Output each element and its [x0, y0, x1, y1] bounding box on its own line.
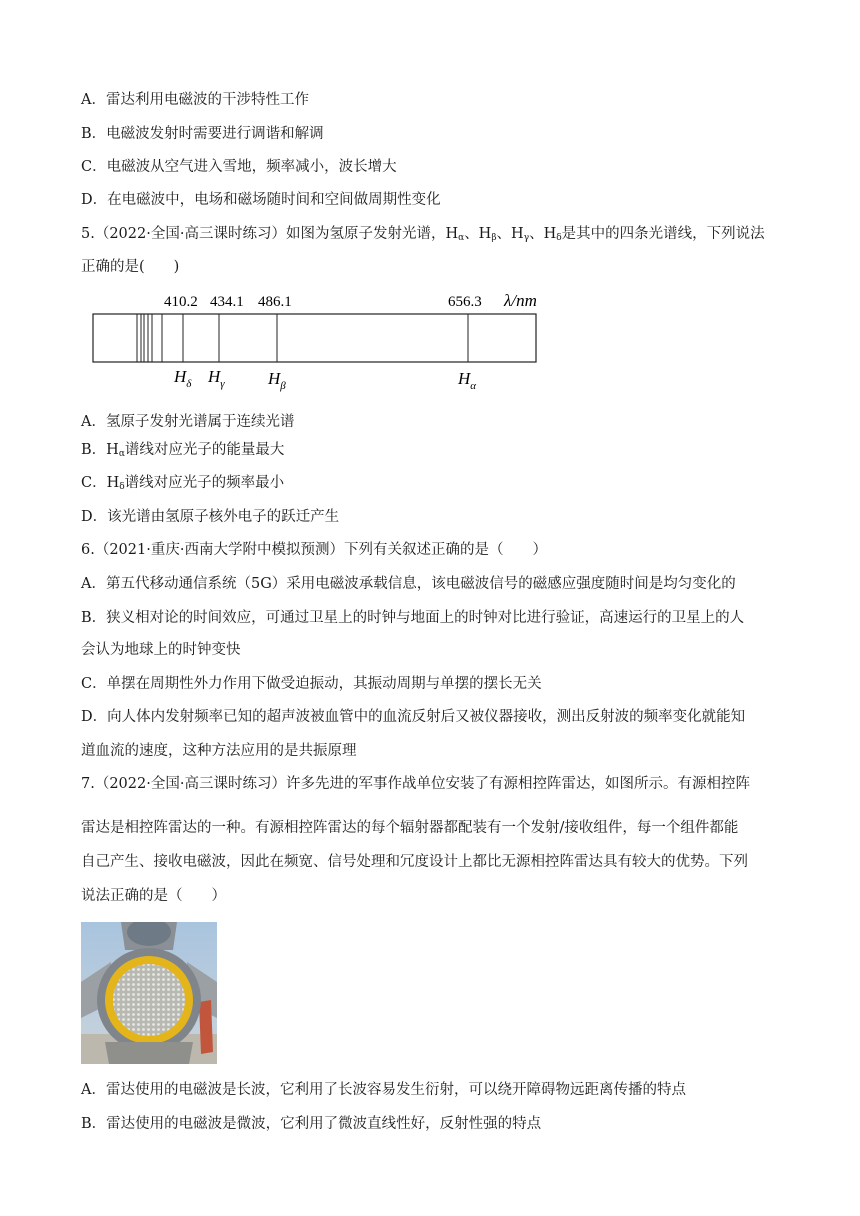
- q5-option-d: D．该光谱由氢原子核外电子的跃迁产生: [81, 509, 340, 525]
- wavelength-label: 410.2: [164, 294, 198, 310]
- wavelength-label: 656.3: [448, 294, 482, 310]
- q5-stem-line2: 正确的是( ): [81, 259, 180, 275]
- wavelength-label: 486.1: [258, 294, 292, 310]
- q6-stem: 6.（2021·重庆·西南大学附中模拟预测）下列有关叙述正确的是（ ）: [81, 542, 547, 558]
- q6-option-d-line1: D．向人体内发射频率已知的超声波被血管中的血流反射后又被仪器接收，测出反射波的频率变化就能知: [81, 709, 746, 725]
- spectrum-box: [93, 314, 536, 362]
- q5-option-c: C．$H_\delta$谱线对应光子的频率最小: [81, 475, 285, 492]
- q7-stem-line2: 雷达是相控阵雷达的一种。有源相控阵雷达的每个辐射器都配装有一个发射/接收组件，每一个组件都能: [81, 820, 739, 836]
- q7-stem-line1: 7.（2022·全国·高三课时练习）许多先进的军事作战单位安装了有源相控阵雷达，如图所示。有源相控阵: [81, 776, 750, 792]
- q7-stem-line4: 说法正确的是（ ）: [81, 888, 226, 904]
- q5-stem: 5.（2022·全国·高三课时练习）如图为氢原子发射光谱，$H_\alpha$、$H_\beta$、$H_\gamma$、$H_\delta$是其中的四条光谱线，下列说法: [81, 226, 765, 243]
- wavelength-unit-label: λ/nm: [504, 291, 537, 310]
- h-beta-label: $H_\beta$: [268, 369, 286, 392]
- radar-photo: [81, 922, 217, 1064]
- radar-photo-image: [81, 922, 217, 1064]
- h-delta-label: $H_\delta$: [174, 367, 192, 390]
- wavelength-label: 434.1: [210, 294, 244, 310]
- q7-option-a: A．雷达使用的电磁波是长波，它利用了长波容易发生衍射，可以绕开障碍物远距离传播的特点: [81, 1082, 686, 1098]
- q4-option-b: B．电磁波发射时需要进行调谐和解调: [81, 126, 324, 142]
- q6-option-c: C．单摆在周期性外力作用下做受迫振动，其振动周期与单摆的摆长无关: [81, 676, 542, 692]
- q6-option-d-line2: 道血流的速度，这种方法应用的是共振原理: [81, 743, 357, 759]
- h-gamma-label: $H_\gamma$: [208, 367, 225, 390]
- q6-option-b-line1: B．狭义相对论的时间效应，可通过卫星上的时钟与地面上的时钟对比进行验证，高速运行的卫星上的人: [81, 610, 745, 626]
- spectrum-svg: [90, 286, 550, 396]
- q6-option-a: A．第五代移动通信系统（5G）采用电磁波承载信息，该电磁波信号的磁感应强度随时间是均匀变化的: [81, 576, 736, 592]
- q7-stem-line3: 自己产生、接收电磁波，因此在频宽、信号处理和冗度设计上都比无源相控阵雷达具有较大的优势。下列: [81, 854, 748, 870]
- q5-option-a: A．氢原子发射光谱属于连续光谱: [81, 414, 295, 430]
- h-alpha-label: $H_\alpha$: [458, 369, 477, 392]
- hydrogen-spectrum-figure: [90, 286, 550, 396]
- q5-option-b: B．$H_\alpha$谱线对应光子的能量最大: [81, 442, 285, 459]
- q4-option-c: C．电磁波从空气进入雪地，频率减小，波长增大: [81, 159, 397, 175]
- q4-option-d: D．在电磁波中，电场和磁场随时间和空间做周期性变化: [81, 192, 441, 208]
- q7-option-b: B．雷达使用的电磁波是微波，它利用了微波直线性好，反射性强的特点: [81, 1116, 542, 1132]
- q6-option-b-line2: 会认为地球上的时钟变快: [81, 642, 241, 658]
- q4-option-a: A．雷达利用电磁波的干涉特性工作: [81, 92, 309, 108]
